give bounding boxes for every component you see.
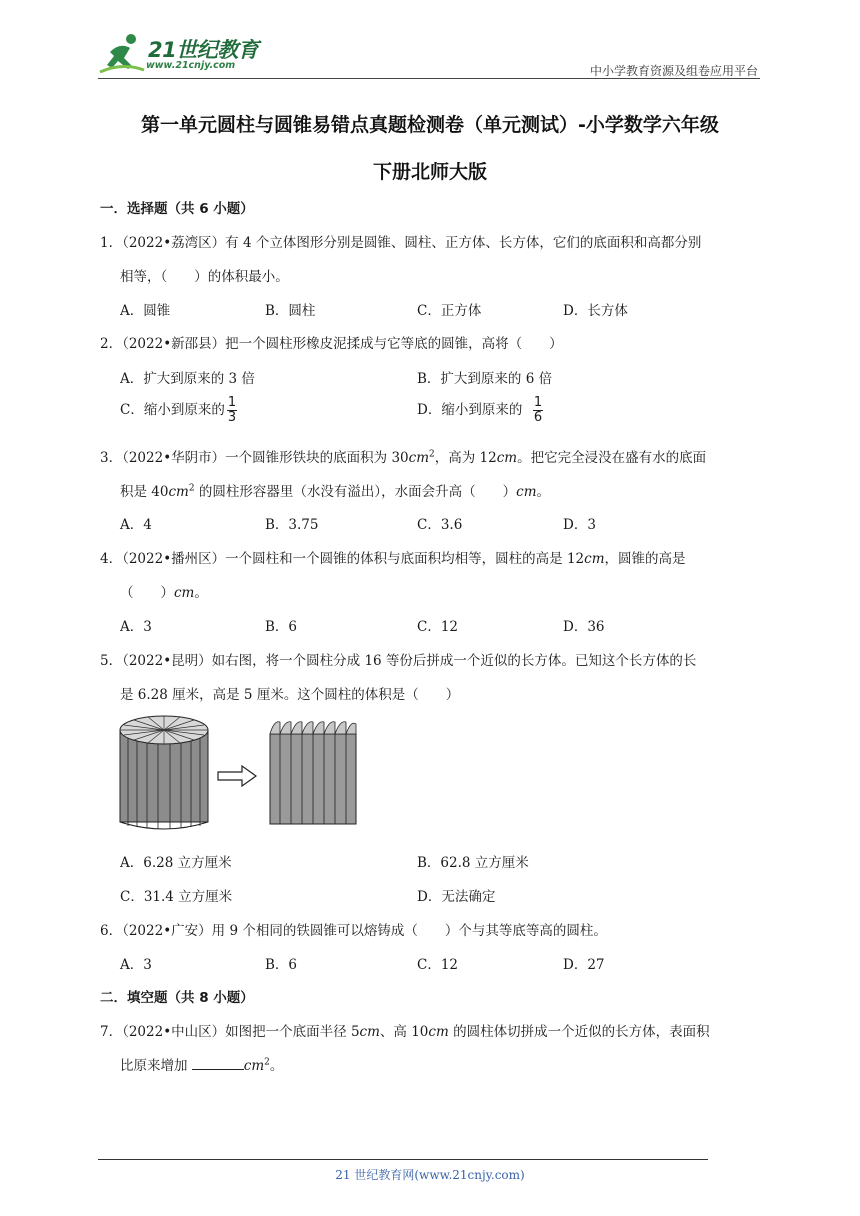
q5-option-b[interactable]: B．62.8 立方厘米 <box>417 855 529 871</box>
q5-option-d[interactable]: D．无法确定 <box>417 889 496 905</box>
q1-option-c[interactable]: C．正方体 <box>417 303 482 319</box>
q1-option-b[interactable]: B．圆柱 <box>265 303 316 319</box>
question-4-text <box>100 547 686 567</box>
question-7-text-cont <box>120 1054 283 1074</box>
unit-cm: cm <box>408 450 430 466</box>
footer-text[interactable]: 21 世纪教育网(www.21cnjy.com) <box>335 1168 525 1182</box>
logo-text: 21世纪教育 <box>148 38 259 62</box>
question-3-text <box>100 446 706 466</box>
fraction-one-sixth <box>533 396 543 425</box>
logo-url: www.21cnjy.com <box>146 60 236 71</box>
header-divider <box>98 78 760 79</box>
q4-text-part: 4．（2022•播州区）一个圆柱和一个圆锥的体积与底面积均相等，圆柱的高是 12 <box>100 551 585 567</box>
question-6-text: 6．（2022•广安）用 9 个相同的铁圆锥可以熔铸成（ ）个与其等底等高的圆柱。 <box>100 923 607 939</box>
q3-text-part: 。 <box>536 484 551 500</box>
section-heading-choice: 一．选择题（共 6 小题） <box>100 201 254 217</box>
fraction-denominator: 6 <box>533 410 543 425</box>
q3-option-c[interactable]: C．3.6 <box>417 517 463 533</box>
question-7-text <box>100 1020 710 1040</box>
q3-text-part: 3．（2022•华阴市）一个圆锥形铁块的底面积为 30 <box>100 450 409 466</box>
unit-cm: cm <box>516 484 537 500</box>
platform-label: 中小学教育资源及组卷应用平台 <box>589 64 758 78</box>
q2-option-b[interactable]: B．扩大到原来的 6 倍 <box>417 371 553 387</box>
unit-cm: cm <box>168 484 189 500</box>
q1-option-d[interactable]: D．长方体 <box>563 303 628 319</box>
runner-logo-icon <box>98 32 146 76</box>
question-1-text: 1．（2022•荔湾区）有 4 个立体图形分别是圆锥、圆柱、正方体、长方体，它们的底面积和高都分别 <box>100 235 702 251</box>
q3-text-part: ，高为 12 <box>434 450 497 466</box>
q7-text-part: 比原来增加 <box>120 1058 192 1074</box>
q6-option-c[interactable]: C．12 <box>417 957 459 973</box>
q4-text-part: （ ） <box>120 585 174 601</box>
q7-text-part: 。 <box>269 1058 284 1074</box>
unit-cm: cm <box>428 1024 449 1040</box>
q2-option-c[interactable] <box>120 396 237 425</box>
unit-cm: cm <box>496 450 518 466</box>
q3-option-d[interactable]: D．3 <box>563 517 596 533</box>
q4-text-part: 。 <box>194 585 208 601</box>
unit-cm: cm <box>174 585 195 601</box>
unit-cm: cm <box>243 1058 265 1074</box>
footer-divider <box>98 1159 708 1160</box>
page-title-line2: 下册北师大版 <box>372 161 487 183</box>
q6-option-a[interactable]: A．3 <box>120 957 152 973</box>
q3-text-part: 积是 40 <box>120 484 169 500</box>
q7-text-part: 、高 10 <box>379 1024 429 1040</box>
cylinder-cuboid-diagram <box>114 712 414 832</box>
fraction-denominator: 3 <box>227 410 237 425</box>
q4-option-c[interactable]: C．12 <box>417 619 459 635</box>
q3-option-b[interactable]: B．3.75 <box>265 517 319 533</box>
q2-option-d[interactable] <box>417 396 543 425</box>
q4-text-part: ，圆锥的高是 <box>604 551 686 567</box>
q4-option-a[interactable]: A．3 <box>120 619 152 635</box>
q5-option-c[interactable]: C．31.4 立方厘米 <box>120 889 233 905</box>
question-5-text: 5．（2022•昆明）如右图，将一个圆柱分成 16 等份后拼成一个近似的长方体。已知这个长方体的长 <box>100 653 697 669</box>
question-5-text-cont: 是 6.28 厘米，高是 5 厘米。这个圆柱的体积是（ ） <box>120 687 460 703</box>
unit-cm: cm <box>584 551 605 567</box>
fraction-one-third <box>227 396 237 425</box>
q3-text-part: 。把它完全浸没在盛有水的底面 <box>517 450 707 466</box>
q2-option-c-text: C．缩小到原来的 <box>120 402 225 418</box>
fraction-numerator: 1 <box>227 395 237 410</box>
unit-cm: cm <box>359 1024 380 1040</box>
superscript-2: 2 <box>429 449 435 460</box>
q7-text-part: 的圆柱体切拼成一个近似的长方体，表面积 <box>448 1024 710 1040</box>
q3-option-a[interactable]: A．4 <box>120 517 152 533</box>
answer-blank[interactable] <box>192 1057 244 1070</box>
page-header <box>98 30 760 80</box>
question-2-text: 2．（2022•新邵县）把一个圆柱形橡皮泥揉成与它等底的圆锥，高将（ ） <box>100 336 563 352</box>
q2-option-d-text: D．缩小到原来的 <box>417 402 523 418</box>
q5-option-a[interactable]: A．6.28 立方厘米 <box>120 855 232 871</box>
fraction-numerator: 1 <box>533 395 543 410</box>
question-4-text-cont <box>120 581 208 601</box>
q7-text-part: 7．（2022•中山区）如图把一个底面半径 5 <box>100 1024 360 1040</box>
page-title-line1: 第一单元圆柱与圆锥易错点真题检测卷（单元测试）-小学数学六年级 <box>141 114 719 136</box>
q4-option-d[interactable]: D．36 <box>563 619 605 635</box>
question-1-text-cont: 相等，（ ）的体积最小。 <box>120 269 289 285</box>
site-logo[interactable] <box>98 32 268 76</box>
q2-option-a[interactable]: A．扩大到原来的 3 倍 <box>120 371 255 387</box>
q6-option-d[interactable]: D．27 <box>563 957 605 973</box>
q3-text-part: 的圆柱形容器里（水没有溢出），水面会升高（ ） <box>194 484 517 500</box>
q1-option-a[interactable]: A．圆锥 <box>120 303 171 319</box>
superscript-2: 2 <box>188 483 195 494</box>
section-heading-fill: 二．填空题（共 8 小题） <box>100 990 254 1006</box>
question-3-text-cont <box>120 480 550 500</box>
q4-option-b[interactable]: B．6 <box>265 619 298 635</box>
superscript-2: 2 <box>264 1057 270 1068</box>
cylinder-to-cuboid-figure <box>114 712 414 832</box>
q6-option-b[interactable]: B．6 <box>265 957 298 973</box>
